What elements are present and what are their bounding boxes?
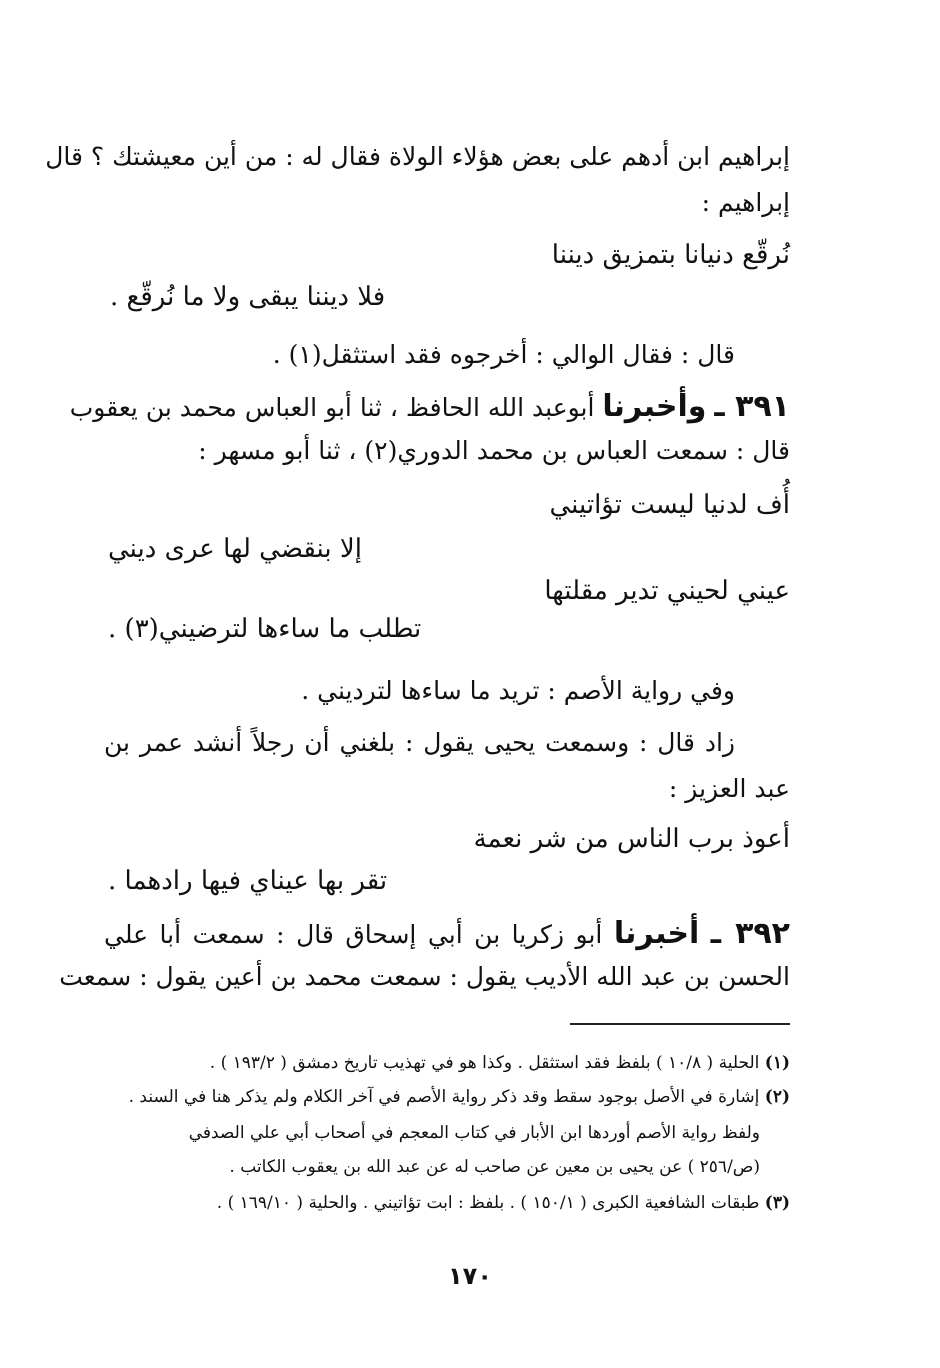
footnote-text: إشارة في الأصل بوجود سقط وقد ذكر رواية الأصم في آخر الكلام ولم يذكر هنا في السند . bbox=[128, 1087, 760, 1107]
verse-hemistich: فلا ديننا يبقى ولا ما نُرقّع . bbox=[110, 282, 386, 312]
paragraph-line: إبراهيم : bbox=[701, 188, 790, 217]
verse-hemistich: أُف لدنيا ليست تؤاتيني bbox=[549, 490, 790, 520]
footnote-1 bbox=[100, 1050, 790, 1076]
verse-hemistich: إلا بنقضي لها عرى ديني bbox=[108, 534, 362, 564]
footnote-text: الحلية ( ١٠/٨ ) بلفظ فقد استثقل . وكذا هو في تهذيب تاريخ دمشق ( ١٩٣/٢ ) . bbox=[209, 1053, 760, 1073]
hadith-heading-392 bbox=[104, 916, 790, 953]
verse-hemistich: نُرقّع دنيانا بتمزيق ديننا bbox=[551, 240, 790, 270]
hadith-keyword: أخبرنا bbox=[613, 916, 700, 951]
paragraph-line: زاد قال : وسمعت يحيى يقول : بلغني أن رجلاً أنشد عمر بن bbox=[104, 728, 735, 757]
footnote-text: طبقات الشافعية الكبرى ( ١٥٠/١ ) . بلفظ : ابت تؤاتيني . والحلية ( ١٦٩/١٠ ) . bbox=[216, 1193, 760, 1213]
footnote-marker: (٢) bbox=[764, 1087, 790, 1107]
footnote-3 bbox=[100, 1190, 790, 1216]
verse-hemistich: تقر بها عيناي فيها رادهما . bbox=[108, 866, 388, 896]
footnote-marker: (١) bbox=[764, 1053, 790, 1073]
paragraph-line: قال : فقال الوالي : أخرجوه فقد استثقل(١) . bbox=[272, 340, 735, 369]
footnote-marker: (٣) bbox=[764, 1193, 790, 1213]
paragraph-line: وفي رواية الأصم : تريد ما ساءها لترديني . bbox=[301, 676, 735, 705]
hadith-isnad: أبوعبد الله الحافظ ، ثنا أبو العباس محمد بن يعقوب bbox=[69, 393, 595, 422]
page-number: ١٧٠ bbox=[448, 1262, 492, 1290]
paragraph-line: الحسن بن عبد الله الأديب يقول : سمعت محمد بن أعين يقول : سمعت bbox=[59, 962, 790, 991]
verse-hemistich: أعوذ برب الناس من شر نعمة bbox=[473, 824, 790, 854]
hadith-number: ٣٩١ ـ bbox=[714, 389, 790, 424]
paragraph-line: قال : سمعت العباس بن محمد الدوري(٢) ، ثنا أبو مسهر : bbox=[198, 436, 790, 465]
hadith-isnad: أبو زكريا بن أبي إسحاق قال : سمعت أبا علي bbox=[104, 920, 603, 949]
footnote-2-continuation: (ص/٢٥٦ ) عن يحيى بن معين عن صاحب له عن عبد الله بن يعقوب الكاتب . bbox=[229, 1157, 760, 1177]
footnote-2-continuation: ولفظ رواية الأصم أوردها ابن الأبار في كتاب المعجم في أصحاب أبي علي الصدفي bbox=[188, 1123, 760, 1143]
verse-hemistich: تطلب ما ساءها لترضيني(٣) . bbox=[108, 614, 422, 644]
footnote-2 bbox=[100, 1084, 790, 1110]
verse-hemistich: عيني لحيني تدير مقلتها bbox=[544, 576, 790, 606]
hadith-number: ٣٩٢ ـ bbox=[710, 916, 790, 951]
paragraph-line: عبد العزيز : bbox=[668, 774, 790, 803]
hadith-keyword: وأخبرنا bbox=[602, 389, 707, 424]
footnote-divider bbox=[570, 1023, 790, 1025]
paragraph-line: إبراهيم ابن أدهم على بعض هؤلاء الولاة فقال له : من أين معيشتك ؟ قال bbox=[45, 142, 790, 171]
hadith-heading-391 bbox=[69, 389, 790, 426]
